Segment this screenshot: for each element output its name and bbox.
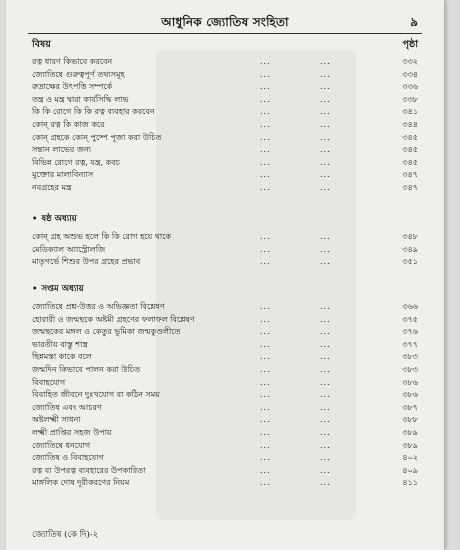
dot-leader: ... xyxy=(260,453,271,463)
toc-entry-title: জন্মছকের মঙ্গল ও কেতুর ভূমিকা জন্মকুণ্ডলীতে xyxy=(32,327,181,337)
toc-entry-page: ৪০২ xyxy=(402,453,418,463)
dot-leader: ... xyxy=(260,364,271,374)
toc-entry-page: ৩৪৫ xyxy=(402,157,418,167)
dot-leader: ... xyxy=(260,314,271,324)
toc-entry[interactable] xyxy=(28,119,422,132)
dot-leader: ... xyxy=(320,182,331,192)
dot-leader: ... xyxy=(260,145,271,155)
toc-entry[interactable] xyxy=(28,244,422,257)
dot-leader: ... xyxy=(320,314,331,324)
toc-entry-title: কি কি রোগে কি কি রত্ন ব্যবহার করবেন xyxy=(32,107,155,117)
dot-leader: ... xyxy=(320,390,331,400)
toc-entry[interactable] xyxy=(28,351,422,364)
toc-entry-page: ৩৩৬ xyxy=(402,82,418,92)
toc-entry[interactable] xyxy=(28,314,422,327)
toc-entry-page: ৩৪৭ xyxy=(402,170,418,180)
dot-leader: ... xyxy=(320,364,331,374)
dot-leader: ... xyxy=(320,57,331,66)
section-heading xyxy=(32,213,77,225)
toc-entry-title: রুদ্রাক্ষের উৎপত্তি সম্পর্কে xyxy=(32,82,113,92)
toc-entry-title: লক্ষ্মী প্রাপ্তির সহজ উপায় xyxy=(32,427,112,437)
toc-list xyxy=(28,56,422,195)
toc-entry-page: ৩৮৯ xyxy=(402,427,418,437)
dot-leader: ... xyxy=(320,145,331,155)
dot-leader: ... xyxy=(260,427,271,437)
dot-leader: ... xyxy=(320,244,331,254)
toc-entry-title: সন্তান লাভের জন্য xyxy=(32,145,92,155)
toc-entry-page: ৩৭৬ xyxy=(402,327,418,337)
dot-leader: ... xyxy=(260,390,271,400)
toc-entry[interactable] xyxy=(28,182,422,195)
dot-leader: ... xyxy=(320,107,331,117)
header-rule xyxy=(28,33,422,34)
toc-entry[interactable] xyxy=(28,81,422,94)
toc-entry-title: ছিন্নমস্তা কাকে বলে xyxy=(32,352,92,362)
toc-entry-title: কোন্ রত্ন কি কাজ করে xyxy=(32,119,105,129)
column-header xyxy=(28,38,422,52)
dot-leader: ... xyxy=(260,132,271,142)
dot-leader: ... xyxy=(260,182,271,192)
toc-entry[interactable] xyxy=(28,477,422,490)
page-header xyxy=(6,14,444,34)
toc-entry-page: ৪০৯ xyxy=(402,465,418,475)
toc-entry-title: জন্মদিন কিভাবে পালন করা উচিত xyxy=(32,364,141,374)
dot-leader: ... xyxy=(260,257,271,267)
dot-leader: ... xyxy=(320,157,331,167)
dot-leader: ... xyxy=(320,427,331,437)
section-heading-label: ষষ্ঠ অধ্যায় xyxy=(41,214,77,224)
toc-entry[interactable] xyxy=(28,427,422,440)
dot-leader: ... xyxy=(320,170,331,180)
book-page xyxy=(6,0,444,550)
dot-leader: ... xyxy=(260,57,271,66)
toc-entry[interactable] xyxy=(28,231,422,244)
dot-leader: ... xyxy=(320,415,331,425)
toc-entry-title: জ্যোতিষে প্রশ্ন-উত্তর ও অভিজ্ঞতা বিশ্লেষণ xyxy=(32,302,165,311)
dot-leader: ... xyxy=(260,94,271,104)
toc-entry-page: ৩৪৭ xyxy=(402,182,418,192)
toc-entry-title: ভারতীয় বাস্তু শাস্ত্র xyxy=(32,339,88,349)
toc-entry[interactable] xyxy=(28,414,422,427)
toc-entry-page: ৩৫১ xyxy=(402,257,418,267)
dot-leader: ... xyxy=(320,465,331,475)
toc-entry[interactable] xyxy=(28,56,422,69)
dot-leader: ... xyxy=(320,257,331,267)
dot-leader: ... xyxy=(260,244,271,254)
toc-entry[interactable] xyxy=(28,132,422,145)
section-heading xyxy=(32,283,84,295)
toc-entry-page: ৩৪৫ xyxy=(402,145,418,155)
toc-entry[interactable] xyxy=(28,452,422,465)
subject-column-label: বিষয় xyxy=(32,39,51,50)
dot-leader: ... xyxy=(260,352,271,362)
dot-leader: ... xyxy=(260,402,271,412)
toc-entry[interactable] xyxy=(28,169,422,182)
dot-leader: ... xyxy=(320,377,331,387)
toc-entry[interactable] xyxy=(28,301,422,314)
dot-leader: ... xyxy=(320,132,331,142)
toc-entry[interactable] xyxy=(28,326,422,339)
toc-entry[interactable] xyxy=(28,94,422,107)
toc-entry-page: ৩৪৫ xyxy=(402,132,418,142)
toc-entry-page: ৩৩২ xyxy=(402,57,418,66)
toc-entry-title: কোন্ গ্রহকে কোন্ পুষ্পে পূজা করা উচিত xyxy=(32,132,162,142)
dot-leader: ... xyxy=(320,94,331,104)
toc-entry-page: ৩৭৭ xyxy=(402,339,418,349)
toc-entry-title: নবগ্রহের মন্ত্র xyxy=(32,182,72,192)
dot-leader: ... xyxy=(260,302,271,311)
toc-entry[interactable] xyxy=(28,106,422,119)
dot-leader: ... xyxy=(320,232,331,241)
dot-leader: ... xyxy=(260,232,271,241)
running-title: আধুনিক জ্যোতিষ সংহিতা xyxy=(161,15,289,29)
dot-leader: ... xyxy=(260,107,271,117)
toc-entry[interactable] xyxy=(28,339,422,352)
toc-entry-page: ৩৪৮ xyxy=(402,232,418,241)
toc-entry-title: বিবাহযোগ xyxy=(32,377,66,387)
dot-leader: ... xyxy=(260,170,271,180)
toc-entry[interactable] xyxy=(28,364,422,377)
dot-leader: ... xyxy=(260,377,271,387)
dot-leader: ... xyxy=(320,352,331,362)
section-heading-label: সপ্তম অধ্যায় xyxy=(41,284,84,294)
toc-entry-page: ৩৮৩ xyxy=(402,352,418,362)
toc-entry-page: ৩৭৫ xyxy=(402,314,418,324)
dot-leader: ... xyxy=(260,82,271,92)
bullet-icon: • xyxy=(32,214,38,224)
toc-entry-page: ৩৪১ xyxy=(402,107,418,117)
dot-leader: ... xyxy=(320,339,331,349)
toc-entry[interactable] xyxy=(28,389,422,402)
toc-list xyxy=(28,301,422,490)
toc-entry-title: জ্যোতিষে গুরুত্বপূর্ণ তথ্যসমূহ xyxy=(32,69,125,79)
dot-leader: ... xyxy=(320,478,331,488)
toc-entry-page: ৩৪৪ xyxy=(402,119,418,129)
toc-entry-page: ৩৮৭ xyxy=(402,402,418,412)
dot-leader: ... xyxy=(260,327,271,337)
dot-leader: ... xyxy=(320,69,331,79)
toc-entry-title: জ্যোতিষ ও বিবাহযোগ xyxy=(32,453,104,463)
dot-leader: ... xyxy=(320,302,331,311)
toc-entry-page: ৩৮৩ xyxy=(402,364,418,374)
toc-entry-title: কোন্ গ্রহ অশুভ হলে কি কি রোগ হয়ে থাকে xyxy=(32,232,172,241)
toc-entry-title: হোরারী ও জন্মছকে অষ্টমী গ্রহণের ফলাফল বিশ্লেষণ xyxy=(32,314,195,324)
dot-leader: ... xyxy=(320,402,331,412)
dot-leader: ... xyxy=(260,69,271,79)
dot-leader: ... xyxy=(320,119,331,129)
toc-entry-page: ৩৪৯ xyxy=(402,244,418,254)
dot-leader: ... xyxy=(260,478,271,488)
page-column-label: পৃষ্ঠা xyxy=(402,39,418,50)
toc-entry-page: ৪১১ xyxy=(402,478,418,488)
toc-entry[interactable] xyxy=(28,465,422,478)
dot-leader: ... xyxy=(260,465,271,475)
toc-entry-title: জ্যোতিষ এবং আচরণ xyxy=(32,402,102,412)
dot-leader: ... xyxy=(320,82,331,92)
toc-entry-page: ৩৮৯ xyxy=(402,440,418,450)
toc-entry[interactable] xyxy=(28,157,422,170)
dot-leader: ... xyxy=(260,415,271,425)
toc-entry-title: অষ্টলক্ষ্মী সাধনা xyxy=(32,415,81,425)
toc-entry-page: ৩৮৬ xyxy=(402,390,418,400)
dot-leader: ... xyxy=(320,327,331,337)
dot-leader: ... xyxy=(260,119,271,129)
toc-entry-page: ৩৮৬ xyxy=(402,377,418,387)
toc-entry-page: ৩৬৬ xyxy=(402,302,418,311)
toc-entry-title: রত্ন বা উপরত্ন ব্যবহারের উপকারিতা xyxy=(32,465,146,475)
toc-entry-title: মাঙ্গলিক দোষ দূরীকরণের নিয়ম xyxy=(32,478,130,488)
toc-entry-title: মেডিক্যাল অ্যাস্ট্রোলজি xyxy=(32,244,106,254)
toc-entry[interactable] xyxy=(28,256,422,269)
toc-entry-title: বিভিন্ন রোগে রত্ন, যন্ত্র, কবচ xyxy=(32,157,121,167)
dot-leader: ... xyxy=(320,440,331,450)
toc-entry-title: মুক্তোর মালাবিন্যাস xyxy=(32,170,94,180)
toc-entry[interactable] xyxy=(28,402,422,415)
toc-entry-page: ৩৩৪ xyxy=(402,69,418,79)
toc-entry[interactable] xyxy=(28,69,422,82)
toc-entry[interactable] xyxy=(28,144,422,157)
dot-leader: ... xyxy=(260,440,271,450)
toc-entry-page: ৩৩৮ xyxy=(402,94,418,104)
toc-entry[interactable] xyxy=(28,377,422,390)
bullet-icon: • xyxy=(32,284,38,294)
toc-entry-title: জ্যোতিষে ধনযোগ xyxy=(32,440,91,450)
toc-entry-title: মাতৃগর্ভে শিশুর উপর গ্রহের প্রভাব xyxy=(32,257,141,267)
page-number: ৯ xyxy=(410,15,418,29)
page-footer: জ্যোতিষ (কে দি)-২ xyxy=(32,530,99,540)
toc-entry-title: তন্ত্র ও মন্ত্র দ্বারা কার্যসিদ্ধি লাভ xyxy=(32,94,129,104)
dot-leader: ... xyxy=(260,157,271,167)
toc-entry[interactable] xyxy=(28,440,422,453)
toc-entry-page: ৩৮৮ xyxy=(402,415,418,425)
toc-entry-title: বিবাহিত জীবনে দুঃখযোগ বা কঠিন সময় xyxy=(32,390,160,400)
dot-leader: ... xyxy=(260,339,271,349)
toc-entry-title: রত্ন ধারণ কিভাবে করবেন xyxy=(32,57,113,66)
toc-list xyxy=(28,231,422,269)
dot-leader: ... xyxy=(320,453,331,463)
